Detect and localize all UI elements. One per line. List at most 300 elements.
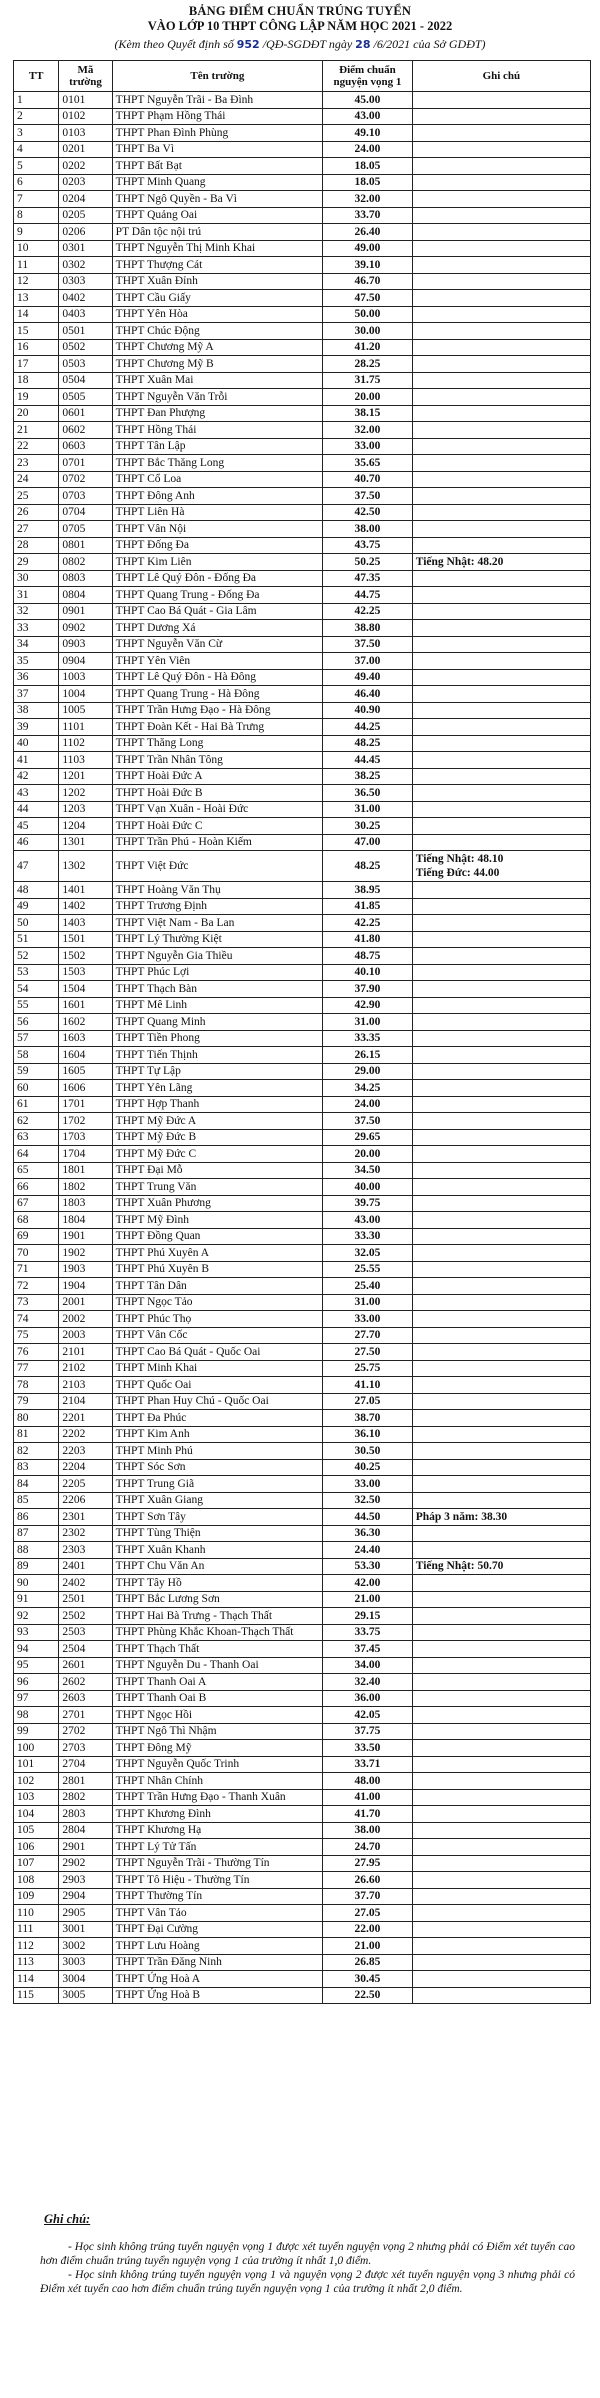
row-note [412, 735, 590, 752]
row-school-name: THPT Việt Nam - Ba Lan [112, 915, 322, 932]
row-tt: 76 [14, 1344, 59, 1361]
document-title-line2: VÀO LỚP 10 THPT CÔNG LẬP NĂM HỌC 2021 - 2022 [147, 19, 453, 33]
row-school-code: 0803 [59, 570, 112, 587]
row-school-code: 0403 [59, 306, 112, 323]
row-tt: 49 [14, 898, 59, 915]
row-score: 37.75 [323, 1723, 413, 1740]
row-school-code: 1601 [59, 997, 112, 1014]
table-row [14, 1344, 591, 1361]
table-row [14, 224, 591, 241]
row-note [412, 1327, 590, 1344]
row-score: 40.70 [323, 471, 413, 488]
row-school-code: 1605 [59, 1063, 112, 1080]
row-note [412, 1212, 590, 1229]
row-note [412, 1278, 590, 1295]
row-note [412, 1360, 590, 1377]
row-school-name: THPT Nguyễn Trãi - Ba Đình [112, 92, 322, 109]
row-school-code: 1503 [59, 964, 112, 981]
row-school-name: THPT Bất Bạt [112, 158, 322, 175]
row-tt: 5 [14, 158, 59, 175]
table-row [14, 1278, 591, 1295]
row-score: 47.50 [323, 290, 413, 307]
row-note: Tiếng Nhật: 48.20 [412, 554, 590, 571]
row-tt: 30 [14, 570, 59, 587]
row-tt: 60 [14, 1080, 59, 1097]
table-row [14, 389, 591, 406]
row-school-name: THPT Ngọc Hồi [112, 1707, 322, 1724]
row-school-name: THPT Cầu Giấy [112, 290, 322, 307]
row-school-code: 1201 [59, 768, 112, 785]
row-score: 24.00 [323, 1096, 413, 1113]
row-note [412, 882, 590, 899]
row-tt: 89 [14, 1558, 59, 1575]
row-school-name: THPT Lê Quý Đôn - Đống Đa [112, 570, 322, 587]
row-score: 32.05 [323, 1245, 413, 1262]
table-row [14, 1212, 591, 1229]
row-school-code: 2902 [59, 1855, 112, 1872]
row-school-code: 0602 [59, 422, 112, 439]
row-score: 41.80 [323, 931, 413, 948]
row-note: Tiếng Nhật: 50.70 [412, 1558, 590, 1575]
row-school-name: THPT Nguyễn Quốc Trinh [112, 1756, 322, 1773]
row-tt: 50 [14, 915, 59, 932]
table-row [14, 1872, 591, 1889]
row-school-name: THPT Tiền Phong [112, 1030, 322, 1047]
row-note [412, 108, 590, 125]
row-score: 37.45 [323, 1641, 413, 1658]
row-school-code: 2503 [59, 1624, 112, 1641]
row-school-name: THPT Phúc Thọ [112, 1311, 322, 1328]
row-note: Pháp 3 năm: 38.30 [412, 1509, 590, 1526]
row-school-code: 0205 [59, 207, 112, 224]
row-note [412, 422, 590, 439]
row-note [412, 1261, 590, 1278]
row-score: 45.00 [323, 92, 413, 109]
row-school-code: 0901 [59, 603, 112, 620]
row-score: 33.75 [323, 1624, 413, 1641]
row-school-code: 0501 [59, 323, 112, 340]
row-school-code: 1401 [59, 882, 112, 899]
row-school-code: 1703 [59, 1129, 112, 1146]
table-row [14, 1476, 591, 1493]
table-row [14, 1921, 591, 1938]
row-note [412, 1525, 590, 1542]
table-row [14, 240, 591, 257]
row-score: 38.00 [323, 521, 413, 538]
table-row [14, 521, 591, 538]
row-score: 33.00 [323, 1476, 413, 1493]
row-tt: 35 [14, 653, 59, 670]
row-note [412, 1839, 590, 1856]
row-tt: 104 [14, 1806, 59, 1823]
table-row [14, 191, 591, 208]
row-school-code: 0202 [59, 158, 112, 175]
row-school-code: 2803 [59, 1806, 112, 1823]
table-row [14, 1987, 591, 2004]
table-row [14, 422, 591, 439]
row-tt: 55 [14, 997, 59, 1014]
row-score: 43.75 [323, 537, 413, 554]
row-tt: 63 [14, 1129, 59, 1146]
row-school-name: THPT Đồng Quan [112, 1228, 322, 1245]
table-row [14, 1063, 591, 1080]
row-score: 34.00 [323, 1657, 413, 1674]
table-row [14, 1294, 591, 1311]
row-school-name: THPT Dương Xá [112, 620, 322, 637]
row-school-name: THPT Chu Văn An [112, 1558, 322, 1575]
row-tt: 88 [14, 1542, 59, 1559]
row-note [412, 455, 590, 472]
row-school-code: 1502 [59, 948, 112, 965]
row-note [412, 372, 590, 389]
row-score: 25.75 [323, 1360, 413, 1377]
table-row [14, 537, 591, 554]
row-school-name: THPT Phùng Khắc Khoan-Thạch Thất [112, 1624, 322, 1641]
notes-section [40, 2212, 575, 2296]
table-row [14, 834, 591, 851]
row-tt: 2 [14, 108, 59, 125]
row-score: 48.25 [323, 851, 413, 882]
row-score: 50.00 [323, 306, 413, 323]
table-row [14, 125, 591, 142]
row-school-name: THPT Mỹ Đức C [112, 1146, 322, 1163]
table-row [14, 1855, 591, 1872]
row-note [412, 356, 590, 373]
row-school-code: 2101 [59, 1344, 112, 1361]
row-score: 25.40 [323, 1278, 413, 1295]
row-school-name: THPT Ba Vì [112, 141, 322, 158]
row-score: 26.85 [323, 1954, 413, 1971]
row-note [412, 1063, 590, 1080]
row-tt: 110 [14, 1905, 59, 1922]
table-row [14, 686, 591, 703]
row-note [412, 504, 590, 521]
row-school-name: THPT Mỹ Đức B [112, 1129, 322, 1146]
row-score: 32.50 [323, 1492, 413, 1509]
row-school-name: THPT Vân Tảo [112, 1905, 322, 1922]
row-school-name: THPT Nguyễn Trãi - Thường Tín [112, 1855, 322, 1872]
table-row [14, 1839, 591, 1856]
row-school-code: 0702 [59, 471, 112, 488]
row-school-code: 1602 [59, 1014, 112, 1031]
row-school-name: THPT Đan Phượng [112, 405, 322, 422]
row-school-name: THPT Ngô Quyền - Ba Vì [112, 191, 322, 208]
row-tt: 9 [14, 224, 59, 241]
header-school-code: Mã trường [59, 61, 112, 92]
row-school-name: THPT Tô Hiệu - Thường Tín [112, 1872, 322, 1889]
row-school-name: THPT Việt Đức [112, 851, 322, 882]
row-score: 37.00 [323, 653, 413, 670]
table-row [14, 1080, 591, 1097]
row-tt: 1 [14, 92, 59, 109]
table-row [14, 339, 591, 356]
row-tt: 71 [14, 1261, 59, 1278]
row-school-code: 3002 [59, 1938, 112, 1955]
table-row [14, 1674, 591, 1691]
row-note [412, 1476, 590, 1493]
row-score: 29.00 [323, 1063, 413, 1080]
row-school-code: 2202 [59, 1426, 112, 1443]
row-score: 44.25 [323, 719, 413, 736]
row-score: 37.90 [323, 981, 413, 998]
row-tt: 57 [14, 1030, 59, 1047]
row-school-code: 0203 [59, 174, 112, 191]
table-row [14, 257, 591, 274]
row-school-code: 1402 [59, 898, 112, 915]
row-school-code: 2703 [59, 1740, 112, 1757]
row-note [412, 207, 590, 224]
row-note: Tiếng Nhật: 48.10 Tiếng Đức: 44.00 [412, 851, 590, 882]
row-school-code: 0705 [59, 521, 112, 538]
table-row [14, 636, 591, 653]
row-score: 31.75 [323, 372, 413, 389]
row-tt: 106 [14, 1839, 59, 1856]
row-school-code: 3003 [59, 1954, 112, 1971]
row-note [412, 653, 590, 670]
row-school-code: 2103 [59, 1377, 112, 1394]
row-tt: 101 [14, 1756, 59, 1773]
row-school-code: 0502 [59, 339, 112, 356]
table-row [14, 915, 591, 932]
row-note [412, 240, 590, 257]
row-school-name: THPT Ngọc Tảo [112, 1294, 322, 1311]
row-score: 44.50 [323, 1509, 413, 1526]
row-school-code: 2905 [59, 1905, 112, 1922]
row-score: 30.00 [323, 323, 413, 340]
table-row [14, 752, 591, 769]
row-note [412, 768, 590, 785]
row-score: 49.00 [323, 240, 413, 257]
row-school-name: THPT Nguyễn Văn Trỗi [112, 389, 322, 406]
row-school-code: 0201 [59, 141, 112, 158]
row-score: 42.25 [323, 915, 413, 932]
table-row [14, 108, 591, 125]
table-row [14, 1558, 591, 1575]
table-row [14, 1608, 591, 1625]
header-tt: TT [14, 61, 59, 92]
row-school-name: THPT Tùng Thiện [112, 1525, 322, 1542]
row-note [412, 537, 590, 554]
row-school-name: THPT Phan Huy Chú - Quốc Oai [112, 1393, 322, 1410]
row-score: 42.25 [323, 603, 413, 620]
row-tt: 62 [14, 1113, 59, 1130]
row-score: 27.95 [323, 1855, 413, 1872]
note-paragraph-2: - Học sinh không trúng tuyển nguyện vọng 1 và nguyện vọng 2 được xét tuyển nguyện vọng 3 nhưng phải có Điểm xét tuyển cao hơn điểm chuẩn trúng tuyển nguyện vọng 1 của trường ít nhất 2,0 điểm. [40, 2269, 575, 2295]
row-school-code: 2303 [59, 1542, 112, 1559]
row-tt: 61 [14, 1096, 59, 1113]
row-note [412, 1344, 590, 1361]
row-school-name: THPT Sơn Tây [112, 1509, 322, 1526]
row-tt: 86 [14, 1509, 59, 1526]
row-tt: 94 [14, 1641, 59, 1658]
row-school-name: THPT Khương Hạ [112, 1822, 322, 1839]
row-school-name: THPT Thanh Oai B [112, 1690, 322, 1707]
table-row [14, 1014, 591, 1031]
table-row [14, 1146, 591, 1163]
row-note [412, 1624, 590, 1641]
row-score: 33.00 [323, 1311, 413, 1328]
row-school-code: 0206 [59, 224, 112, 241]
row-school-code: 0505 [59, 389, 112, 406]
row-tt: 19 [14, 389, 59, 406]
row-school-name: THPT Tân Lập [112, 438, 322, 455]
row-tt: 79 [14, 1393, 59, 1410]
row-score: 21.00 [323, 1938, 413, 1955]
decision-reference [0, 36, 600, 53]
row-school-name: THPT Quang Trung - Đống Đa [112, 587, 322, 604]
row-note [412, 1228, 590, 1245]
row-tt: 72 [14, 1278, 59, 1295]
row-score: 48.75 [323, 948, 413, 965]
row-school-code: 2501 [59, 1591, 112, 1608]
row-school-code: 1504 [59, 981, 112, 998]
row-note [412, 158, 590, 175]
row-school-name: THPT Hoài Đức C [112, 818, 322, 835]
row-tt: 12 [14, 273, 59, 290]
table-row [14, 1789, 591, 1806]
row-tt: 7 [14, 191, 59, 208]
table-row [14, 981, 591, 998]
row-tt: 4 [14, 141, 59, 158]
row-school-code: 0302 [59, 257, 112, 274]
row-note [412, 1872, 590, 1889]
row-note [412, 1129, 590, 1146]
row-note [412, 1740, 590, 1757]
row-note [412, 931, 590, 948]
row-tt: 33 [14, 620, 59, 637]
row-tt: 28 [14, 537, 59, 554]
row-tt: 70 [14, 1245, 59, 1262]
row-tt: 107 [14, 1855, 59, 1872]
row-school-name: THPT Xuân Phương [112, 1195, 322, 1212]
row-tt: 82 [14, 1443, 59, 1460]
row-school-name: THPT Quảng Oai [112, 207, 322, 224]
row-note [412, 818, 590, 835]
row-school-name: THPT Bắc Lương Sơn [112, 1591, 322, 1608]
row-tt: 85 [14, 1492, 59, 1509]
note-paragraph-1: - Học sinh không trúng tuyển nguyện vọng 1 được xét tuyển nguyện vọng 2 nhưng phải có Điểm xét tuyển cao hơn điểm chuẩn trúng tuyển nguyện vọng 1 của trường ít nhất 1,0 điểm. [40, 2241, 575, 2267]
table-row [14, 603, 591, 620]
table-row [14, 1641, 591, 1658]
row-school-name: THPT Hoài Đức B [112, 785, 322, 802]
row-score: 33.71 [323, 1756, 413, 1773]
row-school-name: THPT Cao Bá Quát - Quốc Oai [112, 1344, 322, 1361]
row-school-name: THPT Trần Phú - Hoàn Kiếm [112, 834, 322, 851]
row-school-name: THPT Đoàn Kết - Hai Bà Trưng [112, 719, 322, 736]
table-row [14, 1129, 591, 1146]
row-note [412, 1426, 590, 1443]
row-note [412, 981, 590, 998]
row-note [412, 1641, 590, 1658]
row-score: 33.00 [323, 438, 413, 455]
row-school-name: THPT Cổ Loa [112, 471, 322, 488]
row-school-name: THPT Đại Cường [112, 1921, 322, 1938]
row-school-code: 1606 [59, 1080, 112, 1097]
row-school-name: THPT Thạch Thất [112, 1641, 322, 1658]
row-note [412, 1162, 590, 1179]
row-score: 32.00 [323, 191, 413, 208]
row-note [412, 587, 590, 604]
row-tt: 67 [14, 1195, 59, 1212]
row-school-code: 2401 [59, 1558, 112, 1575]
row-school-name: THPT Trung Giã [112, 1476, 322, 1493]
table-row [14, 1360, 591, 1377]
row-school-name: THPT Lý Tử Tấn [112, 1839, 322, 1856]
row-school-code: 2206 [59, 1492, 112, 1509]
row-note [412, 997, 590, 1014]
row-score: 35.65 [323, 455, 413, 472]
row-school-name: THPT Xuân Đỉnh [112, 273, 322, 290]
row-school-name: THPT Phạm Hồng Thái [112, 108, 322, 125]
row-tt: 10 [14, 240, 59, 257]
row-note [412, 1030, 590, 1047]
row-school-code: 2203 [59, 1443, 112, 1460]
row-school-code: 0601 [59, 405, 112, 422]
row-school-code: 1102 [59, 735, 112, 752]
row-note [412, 389, 590, 406]
row-tt: 84 [14, 1476, 59, 1493]
row-score: 30.25 [323, 818, 413, 835]
row-school-name: THPT Minh Khai [112, 1360, 322, 1377]
row-score: 40.10 [323, 964, 413, 981]
table-row [14, 1575, 591, 1592]
row-tt: 90 [14, 1575, 59, 1592]
row-note [412, 1410, 590, 1427]
table-row [14, 1393, 591, 1410]
row-school-name: THPT Kim Anh [112, 1426, 322, 1443]
row-note [412, 1756, 590, 1773]
row-score: 49.10 [323, 125, 413, 142]
row-tt: 51 [14, 931, 59, 948]
row-school-code: 1802 [59, 1179, 112, 1196]
row-note [412, 1773, 590, 1790]
row-tt: 54 [14, 981, 59, 998]
row-school-code: 1302 [59, 851, 112, 882]
row-score: 36.50 [323, 785, 413, 802]
row-note [412, 1113, 590, 1130]
row-note [412, 1657, 590, 1674]
table-row [14, 504, 591, 521]
row-note [412, 1179, 590, 1196]
row-note [412, 125, 590, 142]
row-tt: 37 [14, 686, 59, 703]
row-score: 42.05 [323, 1707, 413, 1724]
table-row [14, 964, 591, 981]
table-row [14, 1624, 591, 1641]
row-school-code: 1903 [59, 1261, 112, 1278]
row-tt: 36 [14, 669, 59, 686]
row-school-code: 0704 [59, 504, 112, 521]
row-score: 40.25 [323, 1459, 413, 1476]
row-score: 21.00 [323, 1591, 413, 1608]
row-school-name: THPT Tiến Thịnh [112, 1047, 322, 1064]
table-row [14, 488, 591, 505]
row-school-name: THPT Liên Hà [112, 504, 322, 521]
row-note [412, 1575, 590, 1592]
row-school-name: THPT Lê Quý Đôn - Hà Đông [112, 669, 322, 686]
table-row [14, 1740, 591, 1757]
row-score: 29.65 [323, 1129, 413, 1146]
row-school-name: THPT Nguyễn Văn Cừ [112, 636, 322, 653]
row-school-code: 0303 [59, 273, 112, 290]
row-school-code: 0101 [59, 92, 112, 109]
table-row [14, 1542, 591, 1559]
row-score: 46.40 [323, 686, 413, 703]
row-note [412, 1492, 590, 1509]
row-school-code: 1202 [59, 785, 112, 802]
row-school-code: 2903 [59, 1872, 112, 1889]
row-score: 36.30 [323, 1525, 413, 1542]
